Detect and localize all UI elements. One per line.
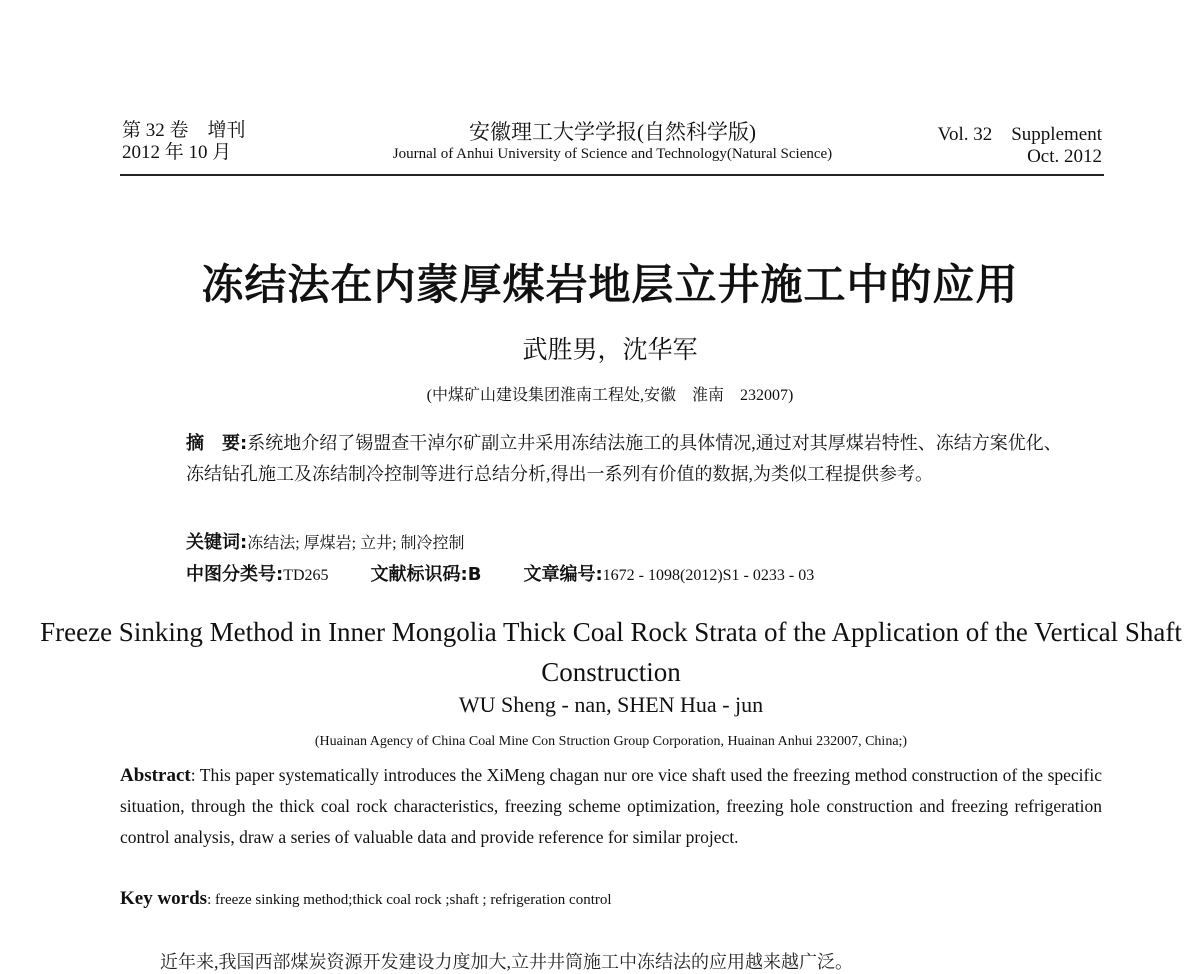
authors-en: WU Sheng - nan, SHEN Hua - jun (458, 692, 764, 717)
abstract-cn-text: 系统地介绍了锡盟查干淖尔矿副立井采用冻结法施工的具体情况,通过对其厚煤岩特性、冻结方案优化、冻结钻孔施工及冻结制冷控制等进行总结分析,得出一系列有价值的数据,为类似工程提供参考。 (186, 433, 1062, 484)
header-volume-cn (122, 120, 246, 164)
keywords-en (120, 888, 612, 910)
journal-name-en: Journal of Anhui University of Science and Technology(Natural Science) (392, 146, 833, 162)
affiliation-cn: (中煤矿山建设集团淮南工程处,安徽 淮南 232007) (426, 387, 794, 404)
abstract-cn (186, 428, 1066, 489)
doc-code-label: 文献标识码: (370, 564, 468, 585)
volume-cn: 第 32 卷 增刊 (122, 120, 246, 141)
classification-line (186, 560, 814, 586)
journal-name-cn: 安徽理工大学学报(自然科学版) (469, 120, 756, 144)
abstract-en-sep: : (190, 765, 200, 785)
keywords-cn-text: 冻结法; 厚煤岩; 立井; 制冷控制 (247, 535, 465, 552)
keywords-en-text: freeze sinking method;thick coal rock ;shaft ; refrigeration control (215, 892, 612, 908)
doc-code-value: B (467, 564, 482, 585)
article-no-value: 1672 - 1098(2012)S1 - 0233 - 03 (602, 567, 815, 584)
clc-label: 中图分类号: (186, 564, 284, 585)
abstract-en (120, 760, 1102, 853)
affiliation-en: (Huainan Agency of China Coal Mine Con Struction Group Corporation, Huainan Anhui 232007, China;) (314, 734, 908, 749)
volume-en: Vol. 32 Supplement (937, 124, 1102, 145)
keywords-cn (186, 528, 465, 554)
header-rule (120, 174, 1104, 176)
paper-title-cn: 冻结法在内蒙厚煤岩地层立井施工中的应用 (201, 263, 1019, 309)
keywords-en-sep: : (207, 892, 215, 908)
header-journal (340, 120, 885, 164)
date-en: Oct. 2012 (1027, 146, 1102, 167)
header-volume-en (938, 124, 1102, 168)
abstract-en-text: This paper systematically introduces the XiMeng chagan nur ore vice shaft used the freezing method construction of the specific situation, through the thick coal rock characteristics, freezing scheme optimization, freezing hole construction and freezing refrigeration control analysis, draw a series of valuable data and provide reference for similar project. (120, 765, 1102, 847)
body-text-start: 近年来,我国西部煤炭资源开发建设力度加大,立井井筒施工中冻结法的应用越来越广泛。 (160, 952, 853, 972)
abstract-cn-label: 摘 要: (186, 433, 248, 454)
keywords-en-label: Key words (120, 888, 208, 909)
article-no-label: 文章编号: (523, 564, 603, 585)
date-cn: 2012 年 10 月 (122, 142, 232, 163)
abstract-en-label: Abstract (120, 765, 191, 786)
authors-cn: 武胜男，沈华军 (522, 337, 698, 364)
keywords-cn-label: 关键词: (186, 532, 248, 553)
paper-title-en: Freeze Sinking Method in Inner Mongolia Thick Coal Rock Strata of the Application of the Vertical Shaft Construction (40, 617, 1182, 687)
clc-value: TD265 (283, 567, 329, 584)
